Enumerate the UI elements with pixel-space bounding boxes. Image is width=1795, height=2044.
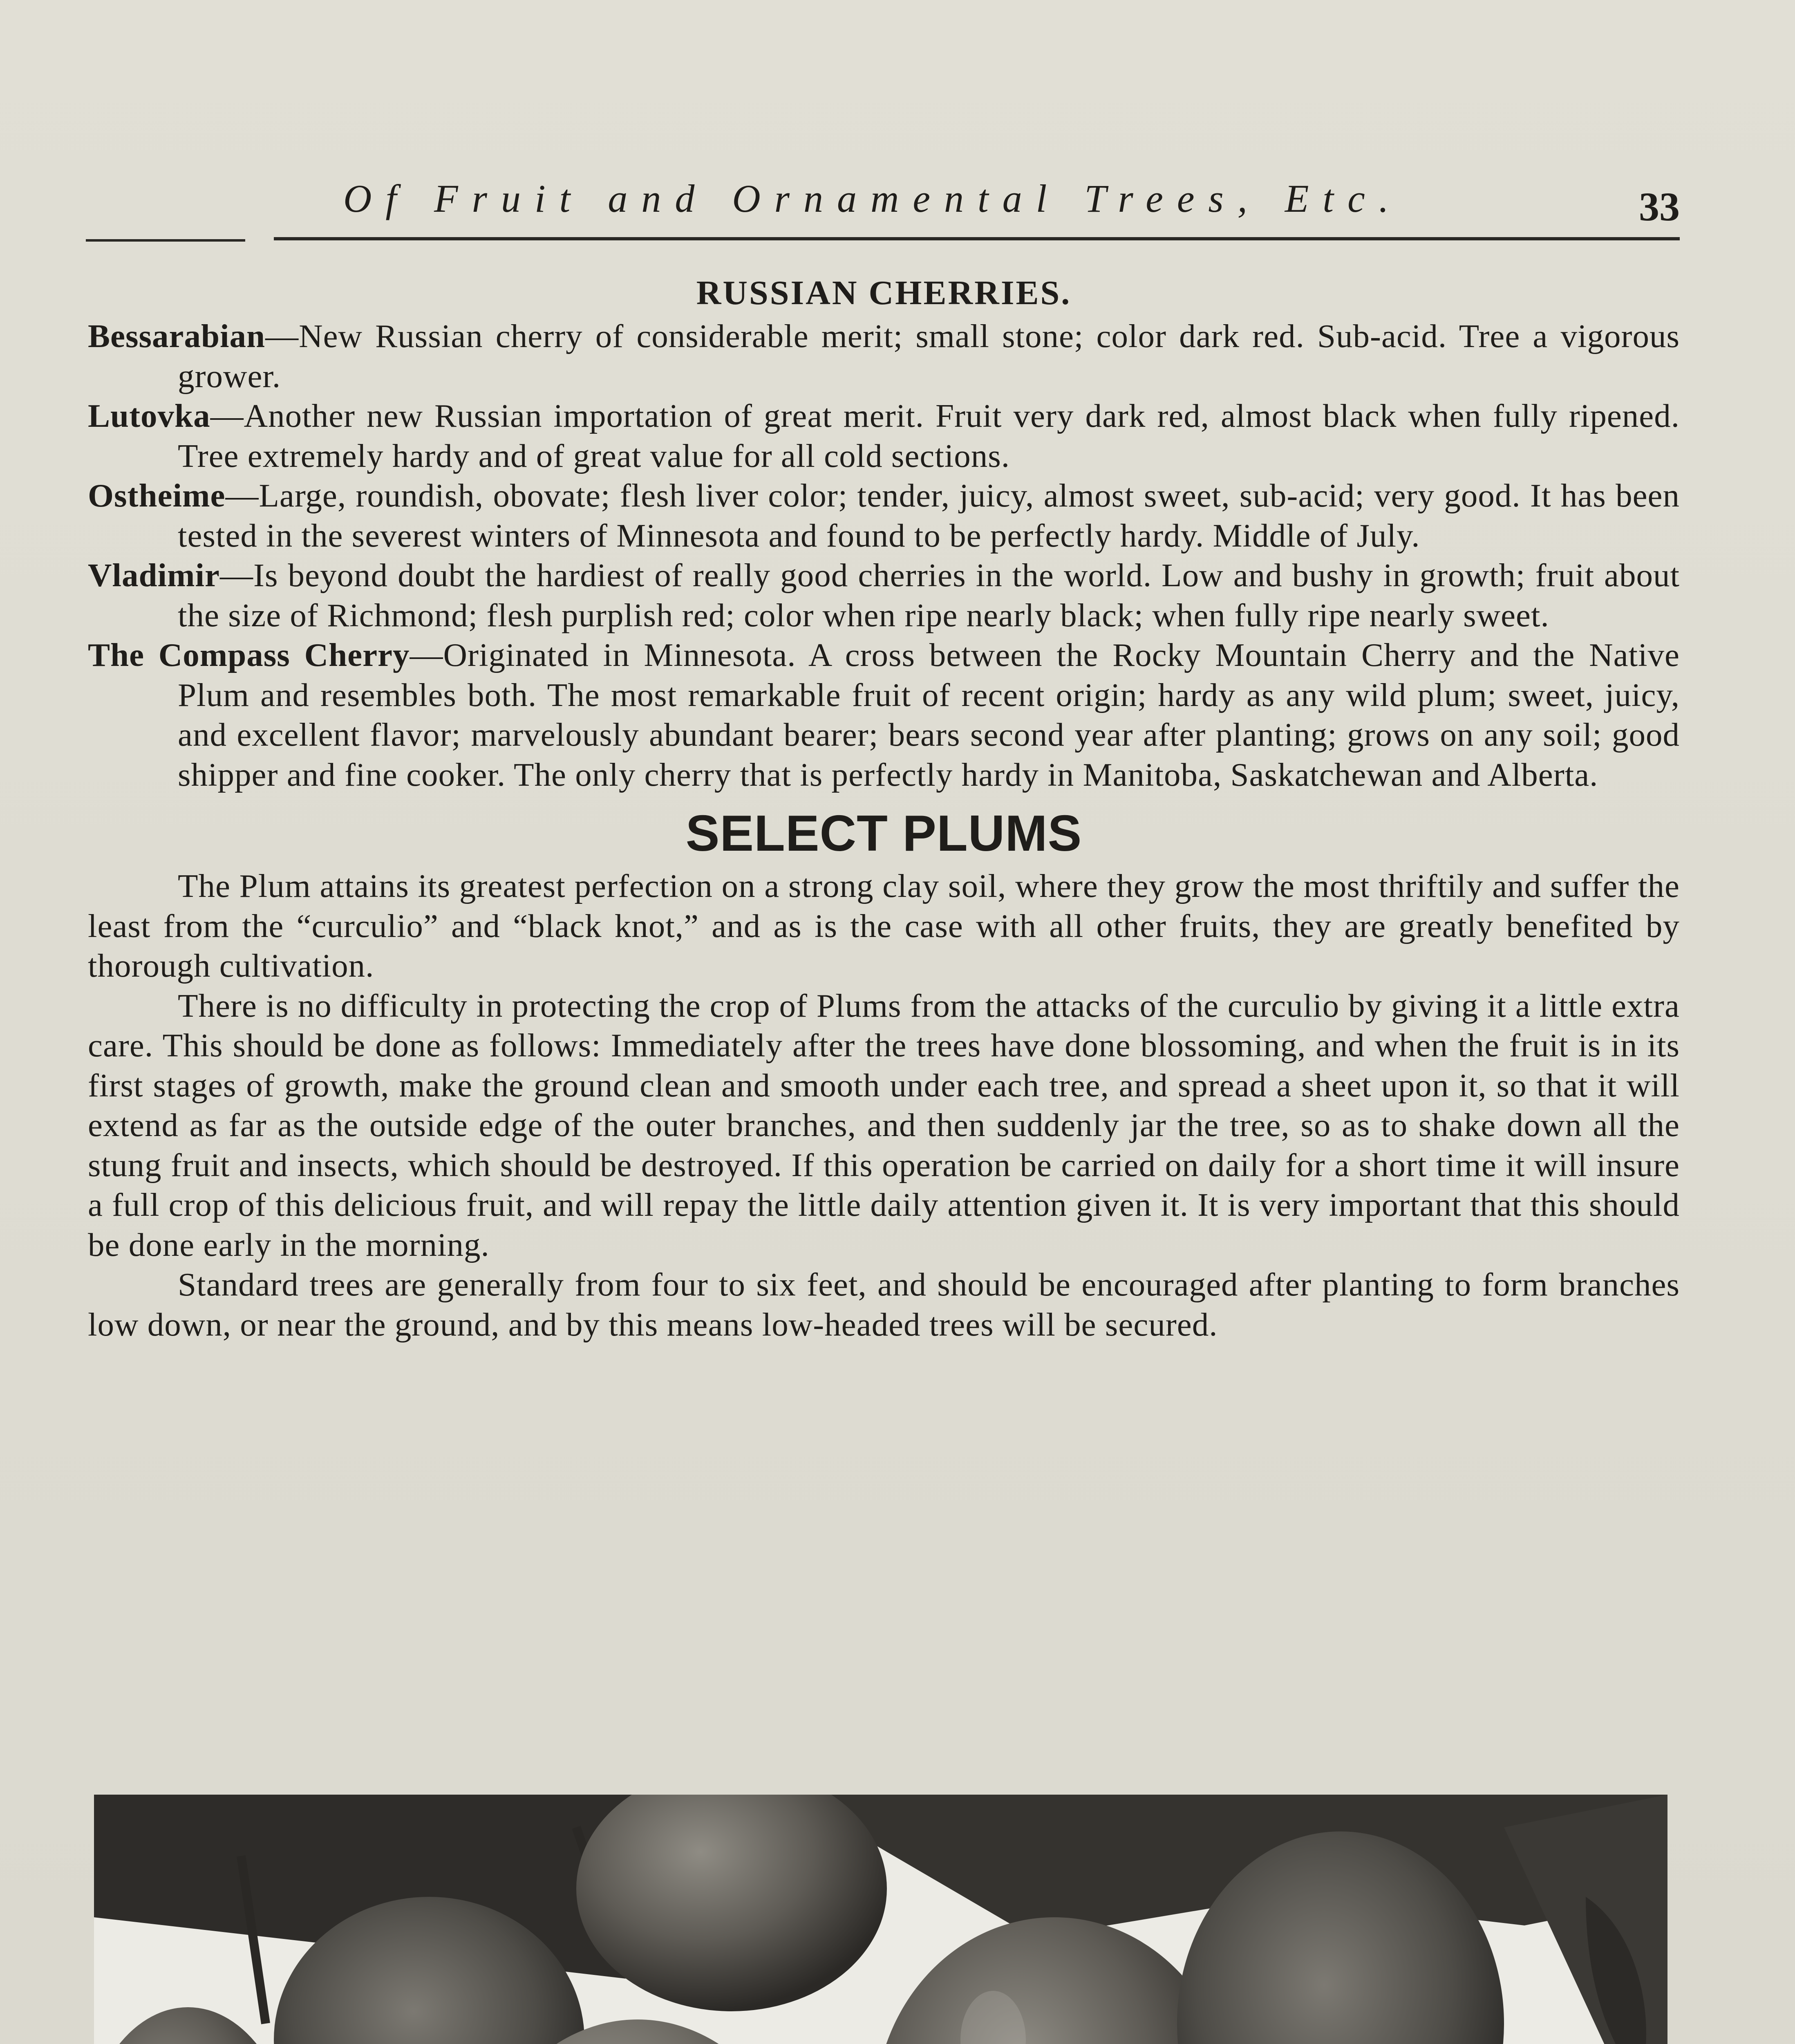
entry-name: The Compass Cherry	[88, 637, 410, 673]
entry-bessarabian	[88, 316, 1680, 396]
plums-paragraph: Standard trees are generally from four to six feet, and should be encouraged after planting to form branches low down, or near the ground, and by this means low-headed trees will be secured.	[88, 1266, 1680, 1343]
header-rule-right	[274, 237, 1680, 240]
plums-paragraph: There is no difficulty in protecting the crop of Plums from the attacks of the curculio by giving it a little extra care. This should be done as follows: Immediately after the trees have done blossoming, and when the fruit is in its first stages of growth, make the ground clean and smooth under each tree, and spread a sheet upon it, so that it will extend as far as the outside edge of the outer branches, and then suddenly jar the tree, so as to shake down all the stung fruit and insects, which should be destroyed. If this operation be carried on daily for a short time it will insure a full crop of this delicious fruit, and will repay the little daily attention given it. It is very important that this should be done early in the morning.	[88, 987, 1680, 1263]
entry-compass-cherry	[88, 635, 1680, 795]
page-number: 33	[1639, 184, 1680, 229]
entry-name: Ostheime	[88, 477, 226, 514]
header-rule-left	[86, 239, 245, 242]
entry-name: Bessarabian	[88, 318, 266, 354]
plums-illustration	[94, 1795, 1667, 2044]
running-title: Of Fruit and Ornamental Trees, Etc.	[343, 177, 1403, 220]
entry-text: —Originated in Minnesota. A cross between the Rocky Mountain Cherry and the Native Plum and resembles both. The most remarkable fruit of recent origin; hardy as any wild plum; sweet, juicy, and excellent flavor; marvelously abundant bearer; bears second year after planting; grows on any soil; good shipper and fine cooker. The only cherry that is perfectly hardy in Manitoba, Saskatchewan and Alberta.	[178, 637, 1680, 793]
entry-text: —Another new Russian importation of great merit. Fruit very dark red, almost black when fully ripened. Tree extremely hardy and of great value for all cold sections.	[178, 397, 1680, 474]
entry-ostheime	[88, 476, 1680, 556]
entry-vladimir	[88, 556, 1680, 635]
page-body	[88, 270, 1680, 1345]
plums-paragraph: The Plum attains its greatest perfection on a strong clay soil, where they grow the most thriftily and suffer the least from the “curculio” and “black knot,” and as is the case with all other fruits, they are greatly benefited by thorough cultivation.	[88, 867, 1680, 984]
entry-text: —New Russian cherry of considerable merit; small stone; color dark red. Sub-acid. Tree a vigorous grower.	[178, 318, 1680, 394]
entry-name: Vladimir	[88, 557, 220, 594]
entry-name: Lutovka	[88, 397, 210, 434]
entry-text: —Large, roundish, obovate; flesh liver color; tender, juicy, almost sweet, sub-acid; very good. It has been tested in the severest winters of Minnesota and found to be perfectly hardy. Middle of July.	[178, 477, 1680, 554]
page-header	[86, 176, 1680, 245]
entry-text: —Is beyond doubt the hardiest of really good cherries in the world. Low and bushy in growth; fruit about the size of Richmond; flesh purplish red; color when ripe nearly black; when fully ripe nearly sweet.	[178, 557, 1680, 634]
russian-cherries-title: RUSSIAN CHERRIES.	[696, 274, 1072, 312]
select-plums-title: SELECT PLUMS	[685, 805, 1082, 862]
entry-lutovka	[88, 396, 1680, 476]
plums-photograph	[94, 1795, 1667, 2044]
